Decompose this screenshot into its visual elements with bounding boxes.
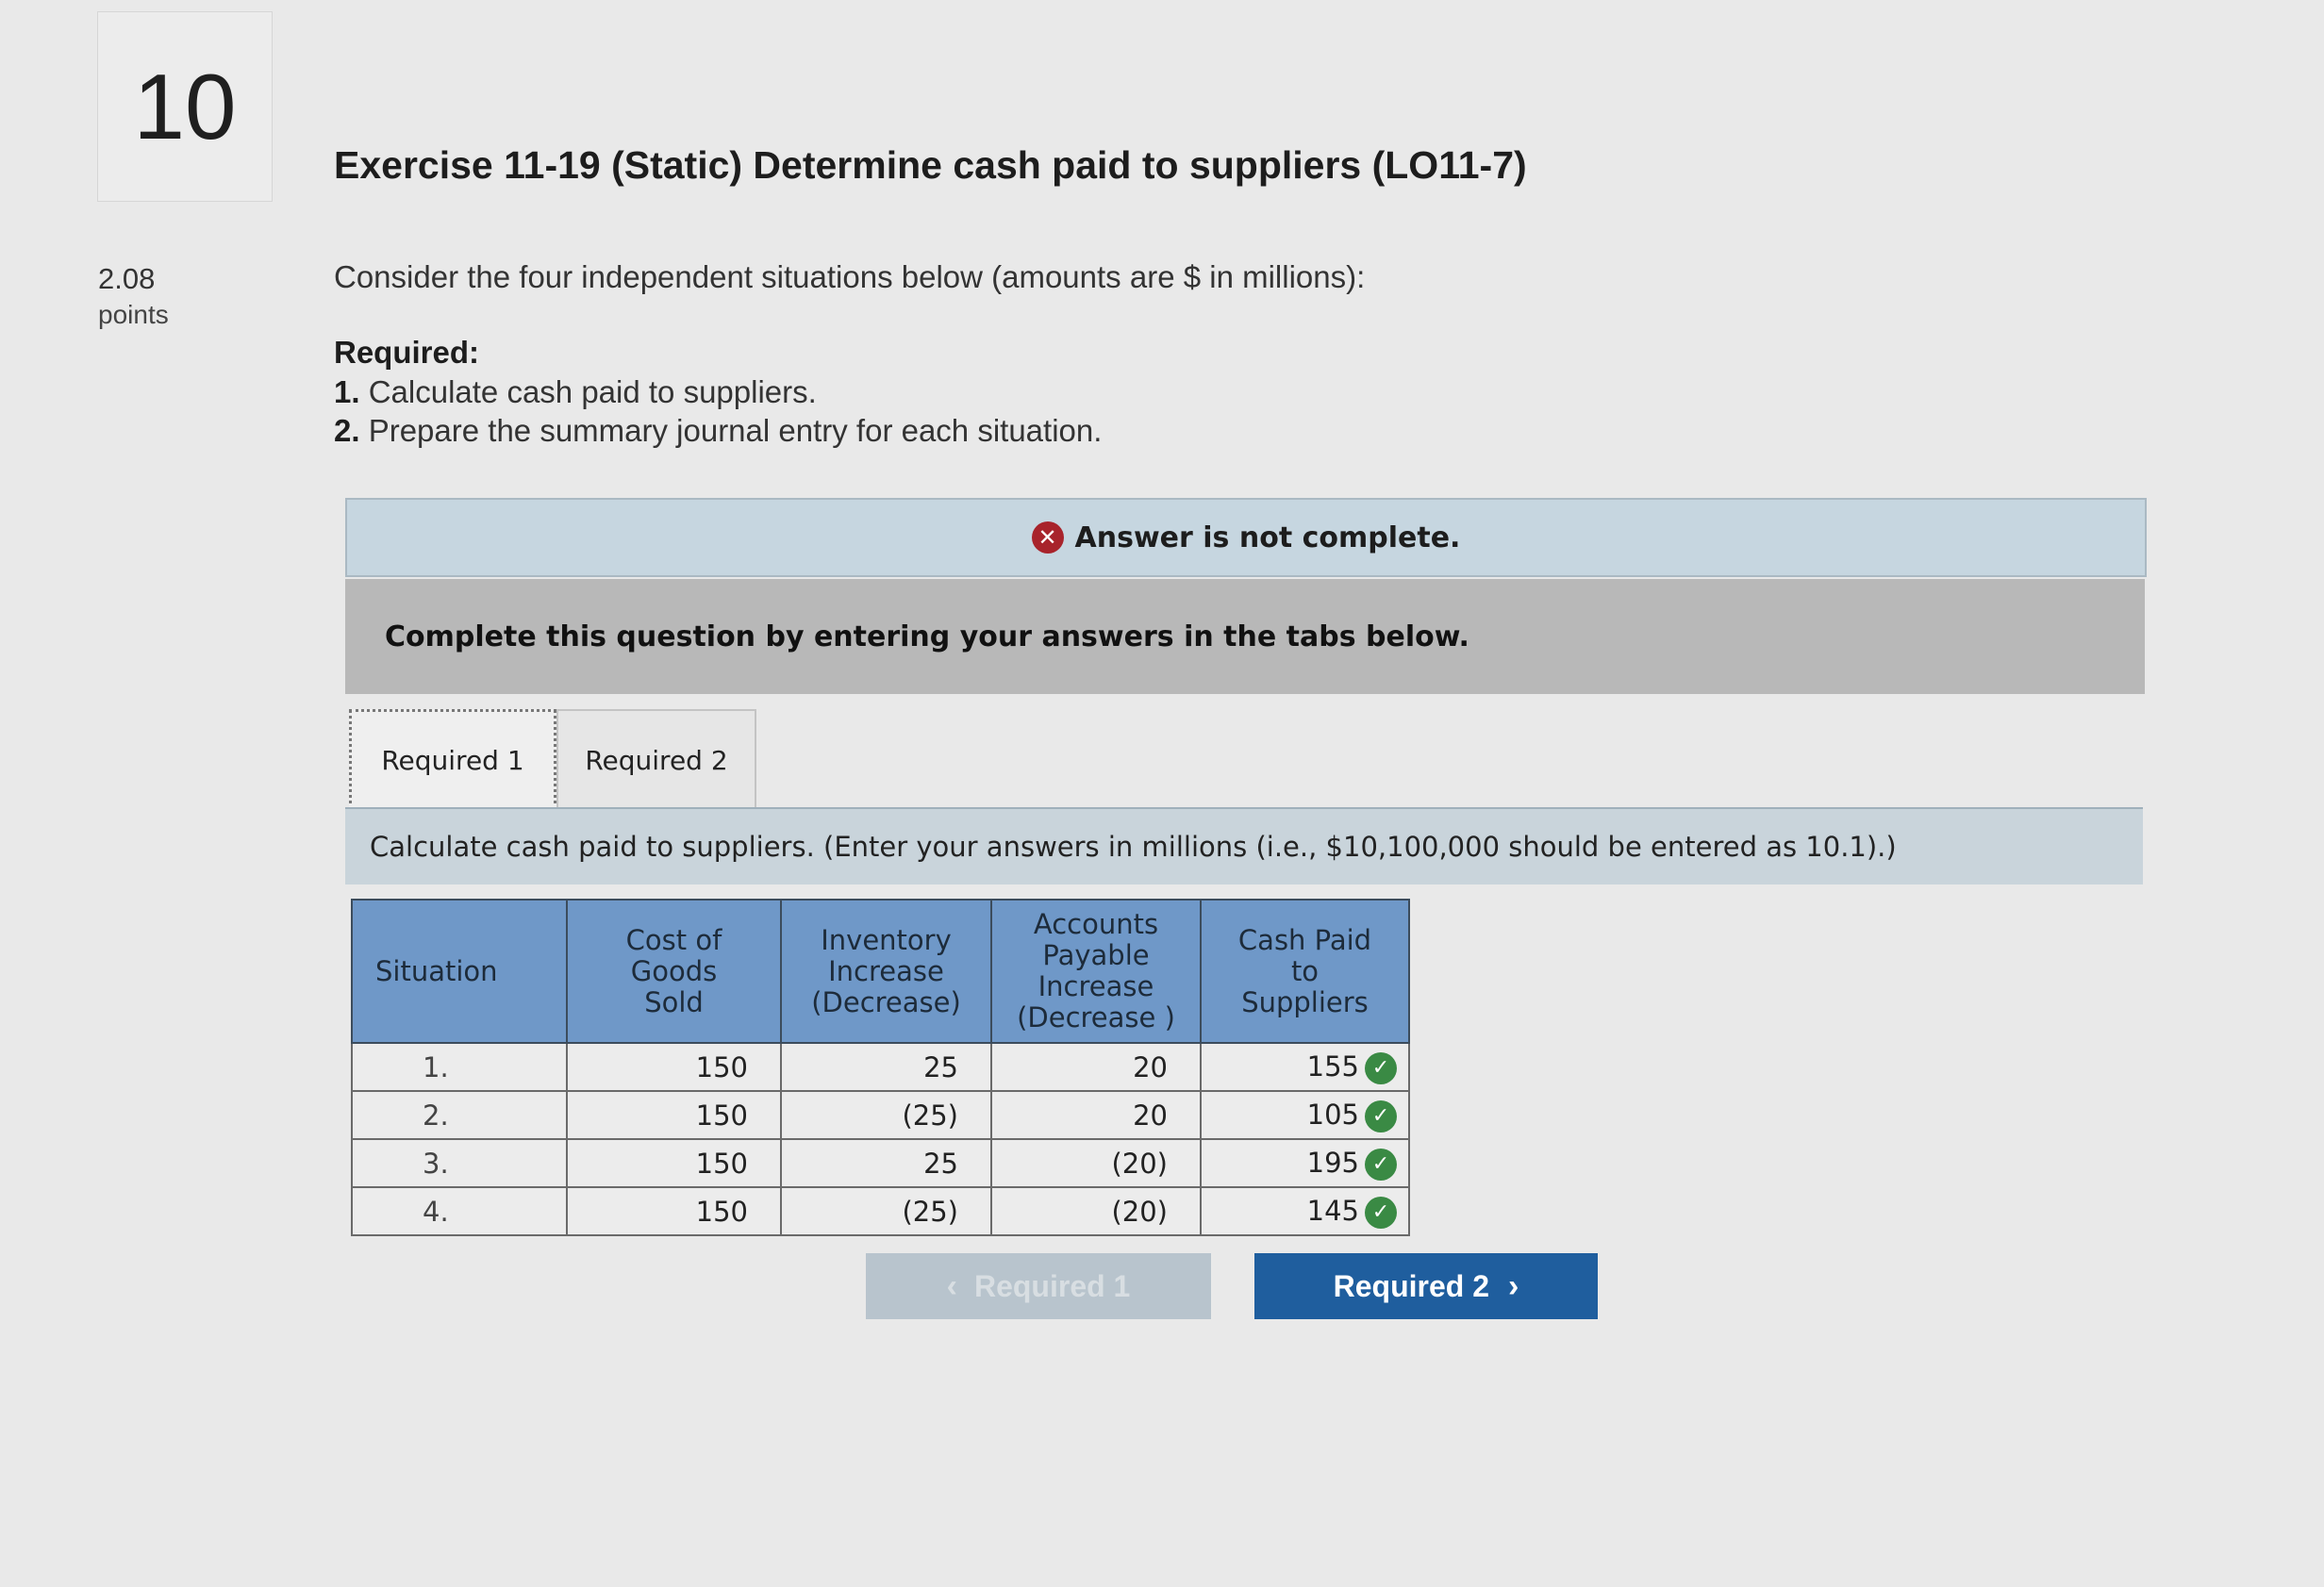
chevron-left-icon: ‹ xyxy=(946,1267,957,1304)
situation-cell: 3. xyxy=(352,1139,567,1187)
table-row xyxy=(352,1091,1409,1139)
header-line: to xyxy=(1290,954,1320,987)
next-button-label: Required 2 xyxy=(1333,1268,1490,1303)
ap-cell: (20) xyxy=(991,1187,1201,1235)
points-value: 2.08 xyxy=(98,262,156,295)
situation-cell: 1. xyxy=(352,1043,567,1091)
cogs-cell: 150 xyxy=(567,1091,781,1139)
situation-cell: 2. xyxy=(352,1091,567,1139)
correct-check-icon: ✓ xyxy=(1365,1052,1397,1084)
instruction-bar xyxy=(345,579,2145,694)
header-line: Payable xyxy=(1042,939,1150,971)
header-inventory xyxy=(781,900,991,1043)
cash-paid-input[interactable] xyxy=(1201,1139,1409,1187)
tab-required-1[interactable] xyxy=(349,709,556,811)
cash-paid-value: 155 xyxy=(1306,1050,1359,1083)
instruction-text: Complete this question by entering your answers in the tabs below. xyxy=(385,620,1469,653)
intro-text: Consider the four independent situations below (amounts are $ in millions): xyxy=(334,259,1366,294)
cogs-cell: 150 xyxy=(567,1187,781,1235)
answer-status-text: Answer is not complete. xyxy=(1074,521,1461,554)
inventory-cell: 25 xyxy=(781,1043,991,1091)
cash-paid-value: 105 xyxy=(1306,1098,1359,1131)
header-line: Situation xyxy=(375,954,498,987)
error-x-icon: ✕ xyxy=(1032,521,1064,554)
header-line: Accounts xyxy=(1033,908,1159,940)
cogs-cell: 150 xyxy=(567,1139,781,1187)
situation-cell: 4. xyxy=(352,1187,567,1235)
correct-check-icon: ✓ xyxy=(1365,1149,1397,1181)
entry-instruction xyxy=(345,807,2143,884)
ap-cell: 20 xyxy=(991,1091,1201,1139)
prev-required-1-button[interactable] xyxy=(866,1253,1211,1319)
correct-check-icon: ✓ xyxy=(1365,1197,1397,1229)
header-line: Inventory xyxy=(821,923,952,956)
header-line: Cash Paid xyxy=(1237,923,1372,956)
question-number: 10 xyxy=(133,54,237,158)
required-heading: Required: xyxy=(334,335,480,370)
required-item-2 xyxy=(334,413,1102,449)
cogs-cell: 150 xyxy=(567,1043,781,1091)
tab-required-2[interactable] xyxy=(556,709,756,811)
answer-status-banner xyxy=(345,498,2147,577)
next-required-2-button[interactable] xyxy=(1254,1253,1598,1319)
header-line: Suppliers xyxy=(1241,985,1369,1018)
exercise-title: Exercise 11-19 (Static) Determine cash paid to suppliers (LO11-7) xyxy=(334,143,1527,187)
chevron-right-icon: › xyxy=(1508,1267,1519,1304)
ap-cell: (20) xyxy=(991,1139,1201,1187)
required-item-number: 2. xyxy=(334,413,360,448)
cash-paid-input[interactable] xyxy=(1201,1091,1409,1139)
inventory-cell: (25) xyxy=(781,1091,991,1139)
table-header-row xyxy=(352,900,1409,1043)
prev-button-label: Required 1 xyxy=(973,1268,1131,1303)
inventory-cell: 25 xyxy=(781,1139,991,1187)
question-number-box xyxy=(97,11,273,202)
tab-label: Required 2 xyxy=(585,744,728,776)
header-line: Increase xyxy=(828,954,944,987)
header-line: (Decrease) xyxy=(811,985,961,1018)
header-line: (Decrease ) xyxy=(1017,1001,1175,1033)
entry-instruction-text: Calculate cash paid to suppliers. (Enter your answers in millions (i.e., $10,100,000 should be entered as 10.1).) xyxy=(370,831,1897,863)
table-row xyxy=(352,1187,1409,1235)
cash-paid-value: 145 xyxy=(1306,1194,1359,1227)
header-line: Sold xyxy=(644,985,704,1018)
header-line: Increase xyxy=(1038,970,1154,1002)
required-item-1 xyxy=(334,374,817,410)
required-item-text: Prepare the summary journal entry for each situation. xyxy=(359,413,1103,448)
header-cash-paid xyxy=(1201,900,1409,1043)
header-line: Goods xyxy=(630,954,718,987)
header-situation xyxy=(352,900,567,1043)
correct-check-icon: ✓ xyxy=(1365,1100,1397,1132)
inventory-cell: (25) xyxy=(781,1187,991,1235)
cash-paid-table xyxy=(351,899,1410,1236)
header-line: Cost of xyxy=(625,923,722,956)
table-row xyxy=(352,1139,1409,1187)
required-item-number: 1. xyxy=(334,374,360,409)
required-item-text: Calculate cash paid to suppliers. xyxy=(359,374,817,409)
ap-cell: 20 xyxy=(991,1043,1201,1091)
header-accounts-payable xyxy=(991,900,1201,1043)
table-row xyxy=(352,1043,1409,1091)
points-label: points xyxy=(98,300,169,329)
cash-paid-input[interactable] xyxy=(1201,1187,1409,1235)
cash-paid-input[interactable] xyxy=(1201,1043,1409,1091)
header-cogs xyxy=(567,900,781,1043)
tab-label: Required 1 xyxy=(381,744,524,776)
cash-paid-value: 195 xyxy=(1306,1146,1359,1179)
